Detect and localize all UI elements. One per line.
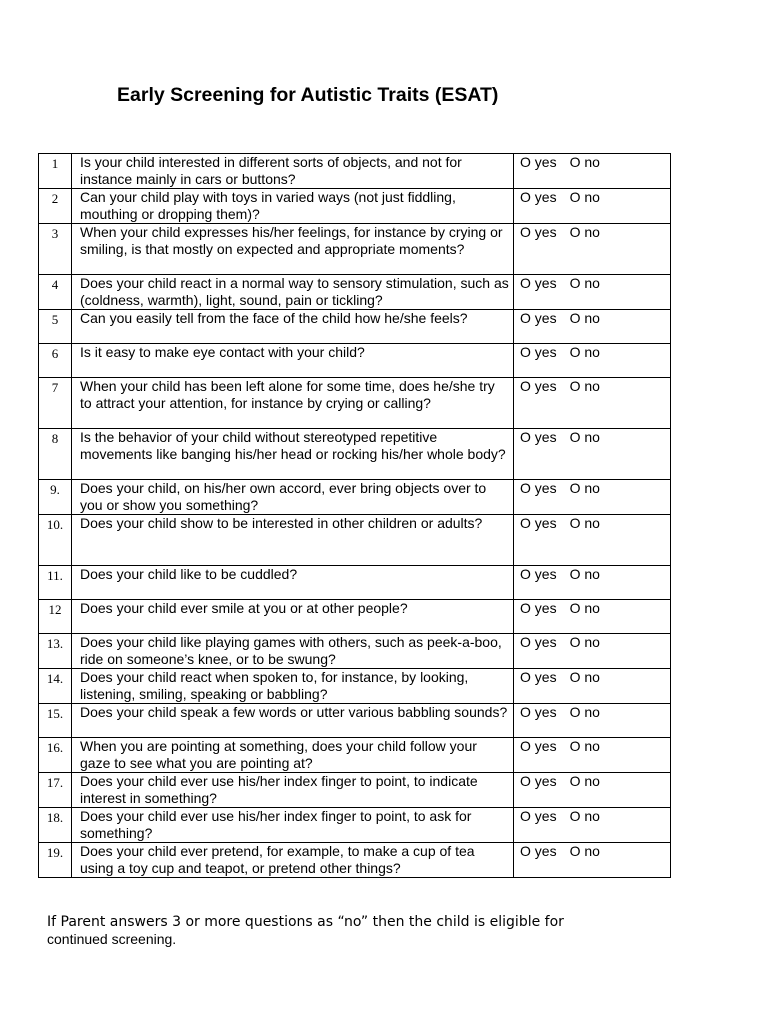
- question-number: 9.: [50, 482, 60, 497]
- yes-option[interactable]: O yes: [520, 634, 557, 650]
- answer-options: [514, 310, 671, 344]
- answer-options: [514, 600, 671, 634]
- yes-option[interactable]: O yes: [520, 154, 557, 170]
- question-number: 1: [51, 156, 59, 171]
- no-option[interactable]: O no: [569, 704, 600, 720]
- question-row: [39, 566, 671, 600]
- question-text: Can your child play with toys in varied ways (not just fiddling, mouthing or dropping them)?: [80, 189, 456, 222]
- answer-options: [514, 669, 671, 704]
- question-number-cell: [39, 773, 72, 808]
- question-number: 4: [51, 277, 59, 292]
- question-number-cell: [39, 515, 72, 566]
- no-option[interactable]: O no: [569, 634, 600, 650]
- question-text: Does your child show to be interested in other children or adults?: [80, 515, 483, 531]
- question-text-cell: [72, 704, 514, 738]
- question-text: Is the behavior of your child without stereotyped repetitive movements like banging his/her head or rocking his/her whole body?: [80, 429, 506, 462]
- answer-options: [514, 154, 671, 189]
- question-number-cell: [39, 310, 72, 344]
- question-number: 2: [51, 191, 59, 206]
- yes-option[interactable]: O yes: [520, 843, 557, 859]
- no-option[interactable]: O no: [569, 808, 600, 824]
- yes-option[interactable]: O yes: [520, 738, 557, 754]
- answer-options: [514, 275, 671, 310]
- question-number: 10.: [46, 517, 64, 532]
- question-text: Does your child ever smile at you or at other people?: [80, 600, 408, 616]
- answer-options: [514, 566, 671, 600]
- question-row: [39, 275, 671, 310]
- question-text: Does your child like to be cuddled?: [80, 566, 298, 582]
- no-option[interactable]: O no: [569, 773, 600, 789]
- yes-option[interactable]: O yes: [520, 429, 557, 445]
- question-text: Does your child speak a few words or utter various babbling sounds?: [80, 704, 508, 720]
- question-number-cell: [39, 808, 72, 843]
- question-text-cell: [72, 344, 514, 378]
- question-row: [39, 773, 671, 808]
- question-text: Does your child like playing games with others, such as peek-a-boo, ride on someone’s knee, or to be swung?: [80, 634, 502, 667]
- question-row: [39, 808, 671, 843]
- question-number-cell: [39, 843, 72, 878]
- question-number: 17.: [46, 775, 64, 790]
- question-number-cell: [39, 566, 72, 600]
- yes-option[interactable]: O yes: [520, 310, 557, 326]
- question-row: [39, 310, 671, 344]
- question-text-cell: [72, 275, 514, 310]
- question-number: 18.: [46, 810, 64, 825]
- no-option[interactable]: O no: [569, 224, 600, 240]
- question-row: [39, 738, 671, 773]
- question-text: Is it easy to make eye contact with your child?: [80, 344, 365, 360]
- question-row: [39, 224, 671, 275]
- question-text-cell: [72, 566, 514, 600]
- question-text-cell: [72, 480, 514, 515]
- question-number: 15.: [46, 706, 64, 721]
- no-option[interactable]: O no: [569, 189, 600, 205]
- question-row: [39, 154, 671, 189]
- question-number-cell: [39, 600, 72, 634]
- no-option[interactable]: O no: [569, 429, 600, 445]
- answer-options: [514, 808, 671, 843]
- footnote-line-2: continued screening.: [47, 931, 177, 947]
- yes-option[interactable]: O yes: [520, 808, 557, 824]
- question-number: 14.: [46, 671, 64, 686]
- yes-option[interactable]: O yes: [520, 515, 557, 531]
- question-text-cell: [72, 310, 514, 344]
- no-option[interactable]: O no: [569, 154, 600, 170]
- question-text-cell: [72, 808, 514, 843]
- question-number-cell: [39, 344, 72, 378]
- question-text: Is your child interested in different sorts of objects, and not for instance mainly in cars or buttons?: [80, 154, 462, 187]
- question-number-cell: [39, 738, 72, 773]
- yes-option[interactable]: O yes: [520, 224, 557, 240]
- question-text-cell: [72, 634, 514, 669]
- questionnaire-table: [38, 153, 671, 878]
- question-text: Does your child ever use his/her index finger to point, to ask for something?: [80, 808, 472, 841]
- no-option[interactable]: O no: [569, 480, 600, 496]
- answer-options: [514, 738, 671, 773]
- question-text: Does your child ever use his/her index finger to point, to indicate interest in something?: [80, 773, 478, 806]
- yes-option[interactable]: O yes: [520, 275, 557, 291]
- question-text: Does your child, on his/her own accord, ever bring objects over to you or show you something?: [80, 480, 487, 513]
- yes-option[interactable]: O yes: [520, 566, 557, 582]
- question-number: 8: [51, 431, 59, 446]
- question-text-cell: [72, 669, 514, 704]
- question-text: Can you easily tell from the face of the child how he/she feels?: [80, 310, 468, 326]
- no-option[interactable]: O no: [569, 738, 600, 754]
- yes-option[interactable]: O yes: [520, 704, 557, 720]
- question-row: [39, 515, 671, 566]
- no-option[interactable]: O no: [569, 566, 600, 582]
- yes-option[interactable]: O yes: [520, 480, 557, 496]
- question-number: 19.: [46, 845, 64, 860]
- no-option[interactable]: O no: [569, 378, 600, 394]
- yes-option[interactable]: O yes: [520, 773, 557, 789]
- question-row: [39, 634, 671, 669]
- question-row: [39, 704, 671, 738]
- question-number: 11.: [47, 568, 63, 583]
- questionnaire-body: [39, 154, 671, 878]
- question-row: [39, 600, 671, 634]
- question-text-cell: [72, 378, 514, 429]
- question-number-cell: [39, 704, 72, 738]
- question-text-cell: [72, 224, 514, 275]
- yes-option[interactable]: O yes: [520, 189, 557, 205]
- question-number-cell: [39, 429, 72, 480]
- question-text-cell: [72, 189, 514, 224]
- question-text: When your child has been left alone for some time, does he/she try to attract your attention, for instance by crying or calling?: [80, 378, 495, 411]
- answer-options: [514, 429, 671, 480]
- answer-options: [514, 480, 671, 515]
- no-option[interactable]: O no: [569, 344, 600, 360]
- question-number: 7: [51, 380, 59, 395]
- answer-options: [514, 773, 671, 808]
- question-number: 16.: [46, 740, 64, 755]
- question-text-cell: [72, 429, 514, 480]
- answer-options: [514, 189, 671, 224]
- question-number-cell: [39, 480, 72, 515]
- no-option[interactable]: O no: [569, 310, 600, 326]
- answer-options: [514, 224, 671, 275]
- yes-option[interactable]: O yes: [520, 344, 557, 360]
- yes-option[interactable]: O yes: [520, 669, 557, 685]
- question-row: [39, 344, 671, 378]
- question-text-cell: [72, 773, 514, 808]
- no-option[interactable]: O no: [569, 669, 600, 685]
- question-row: [39, 189, 671, 224]
- page-title: Early Screening for Autistic Traits (ESAT): [117, 84, 499, 106]
- question-text-cell: [72, 600, 514, 634]
- question-number: 3: [51, 226, 59, 241]
- question-row: [39, 480, 671, 515]
- yes-option[interactable]: O yes: [520, 600, 557, 616]
- no-option[interactable]: O no: [569, 600, 600, 616]
- question-number-cell: [39, 224, 72, 275]
- question-text-cell: [72, 154, 514, 189]
- question-row: [39, 843, 671, 878]
- question-number-cell: [39, 634, 72, 669]
- question-number-cell: [39, 275, 72, 310]
- yes-option[interactable]: O yes: [520, 378, 557, 394]
- question-number: 12: [48, 602, 62, 617]
- question-number-cell: [39, 154, 72, 189]
- question-row: [39, 669, 671, 704]
- answer-options: [514, 843, 671, 878]
- question-text: When you are pointing at something, does your child follow your gaze to see what you are pointing at?: [80, 738, 477, 771]
- answer-options: [514, 378, 671, 429]
- question-text-cell: [72, 738, 514, 773]
- question-number-cell: [39, 378, 72, 429]
- footnote-line-1: If Parent answers 3 or more questions as “no” then the child is eligible for: [47, 914, 564, 930]
- question-text: Does your child react in a normal way to sensory stimulation, such as (coldness, warmth), light, sound, pain or tickling?: [80, 275, 509, 308]
- question-number-cell: [39, 669, 72, 704]
- no-option[interactable]: O no: [569, 843, 600, 859]
- question-text-cell: [72, 843, 514, 878]
- question-row: [39, 429, 671, 480]
- question-row: [39, 378, 671, 429]
- question-number: 13.: [46, 636, 64, 651]
- answer-options: [514, 704, 671, 738]
- answer-options: [514, 344, 671, 378]
- footnote: [47, 914, 587, 948]
- question-number: 5: [51, 312, 59, 327]
- question-number-cell: [39, 189, 72, 224]
- question-text: Does your child react when spoken to, for instance, by looking, listening, smiling, speaking or babbling?: [80, 669, 469, 702]
- question-text: Does your child ever pretend, for example, to make a cup of tea using a toy cup and teapot, or pretend other things?: [80, 843, 475, 876]
- answer-options: [514, 515, 671, 566]
- question-text-cell: [72, 515, 514, 566]
- no-option[interactable]: O no: [569, 275, 600, 291]
- question-number: 6: [51, 346, 59, 361]
- no-option[interactable]: O no: [569, 515, 600, 531]
- question-text: When your child expresses his/her feelings, for instance by crying or smiling, is that mostly on expected and appropriate moments?: [80, 224, 503, 257]
- answer-options: [514, 634, 671, 669]
